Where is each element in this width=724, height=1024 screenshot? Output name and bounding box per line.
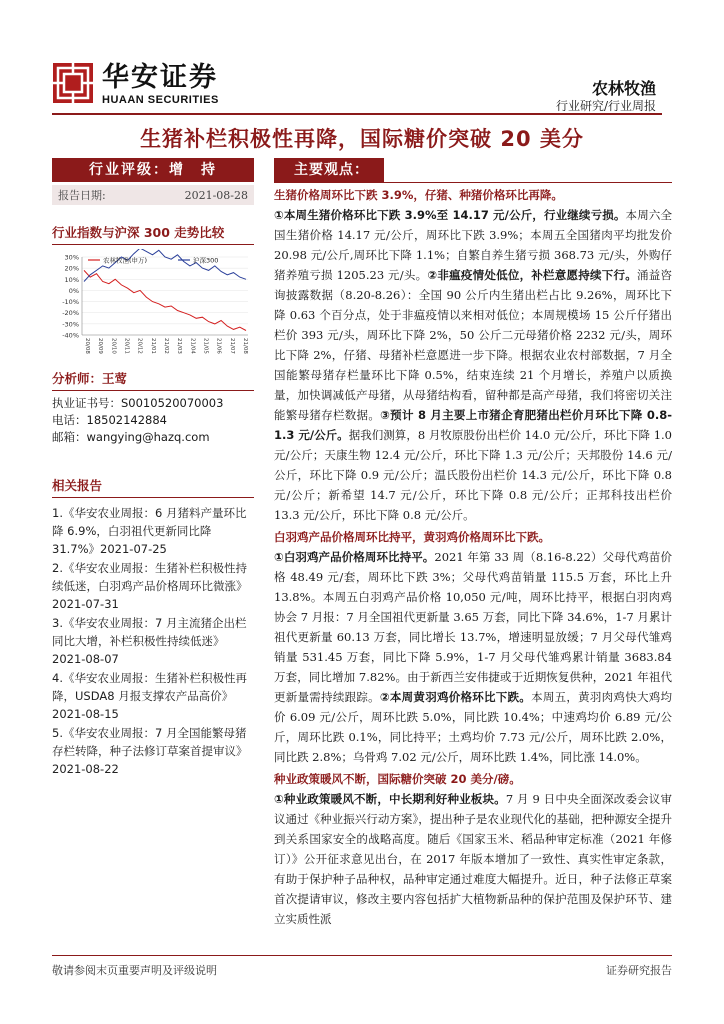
footer-divider [52,955,672,956]
chart-x-tick-label: 21/02 [163,338,169,354]
main-content [274,158,672,929]
report-date-value: 2021-08-28 [184,188,248,202]
email-row [52,429,254,446]
chart-x-tick-label: 21/04 [189,338,196,354]
license-label: 执业证书号： [52,396,121,410]
paragraph-text: 据我们测算，8 月牧原股份出栏价 14.0 元/公斤，环比下降 1.0 元/公斤；天康生物 12.4 元/公斤，环比下降 1.3 元/公斤；天邦股份 14.6 元/公斤，环比下降 0.9 元/公斤；温氏股份出栏价 14.3 元/公斤，环比下降 0.8 元/公斤；新希望 14.7 元/公斤，环比下降 0.8 元/公斤；正邦科技出栏价 13.3 元/公斤，环比下降 0.8 元/公斤。 [274,428,672,522]
chart-series-line [84,249,246,282]
analyst-heading: 分析师：王莺 [52,369,254,391]
chart-heading: 行业指数与沪深 300 走势比较 [52,223,254,245]
paragraph-text: 本周六全国生猪价格 14.17 元/公斤，周环比下跌 3.9%；本周五全国猪肉平均批发价 20.98 元/公斤,周环比下降 1.1%；自繁自养生猪亏损 368.73 元/头，外购仔猪养殖亏损 1205.23 元/头。 [274,208,673,282]
industry-rating: 行业评级：增 持 [52,158,254,182]
report-title: 生猪补栏积极性再降，国际糖价突破 20 美分 [140,127,584,151]
chart-x-tick-label: 20/09 [97,338,104,354]
chart-x-tick-label: 21/07 [228,338,235,354]
chart-y-tick-label: 10% [64,275,79,284]
related-report-item[interactable]: 1.《华安农业周报：6 月猪料产量环比降 6.9%，白羽祖代更新同比降 31.7%》2021-07-25 [52,506,247,556]
chart-x-tick-label: 21/08 [242,338,248,354]
paragraph-text: 2021 年第 33 周（8.16-8.22）父母代鸡苗价格 48.49 元/套，周环比下跌 3%；父母代鸡苗销量 115.5 万套，环比上升 13.8%。本周五白羽鸡产品价格 10,050 元/吨，周环比持平，根据白羽肉鸡协会 7 月报：7 月全国祖代更新量 3.65 万套，同比下降 34.6%，1-7 月累计祖代更新量 60.13 万套，同比增长 13.7%，增速明显放缓；7 月父母代雏鸡销量 531.45 万套，同比下降 5.9%，1-7 月父母代雏鸡累计销量 3683.84 万套，同比增加 7.82%。由于新西兰安伟捷或于近期恢复供种，2021 年祖代更新量需持续跟踪。 [274,550,672,704]
chart-x-tick-label: 20/10 [110,338,117,354]
logo-english-name: HUAAN SECURITIES [102,94,219,106]
chart-x-tick-label: 20/12 [136,338,143,354]
paragraph-text: 7 月 9 日中央全面深改委会议审议通过《种业振兴行动方案》，提出种子是农业现代化的基础，把种源安全提升到关系国家安全的战略高度。随后《国家玉米、稻品种审定标准（2021 年修订）》公开征求意见出台，在 2017 年版本增加了一致性、真实性审定条款，有助于保护种子品种权，品种审定通过难度大幅提升。近日，种子法修正草案首次提请审议，修改主要内容包括扩大植物新品种的保护范围及保护环节、建立实质性派 [274,792,672,926]
paragraph-key-point: ①本周生猪价格环比下跌 3.9%至 14.17 元/公斤，行业继续亏损。 [274,208,626,222]
report-date-row [52,185,254,205]
footer-report-type: 证券研究报告 [606,964,672,977]
section-subheading: 生猪价格周环比下跌 3.9%，仔猪、种猪价格环比再降。 [274,188,563,202]
header-divider [52,113,662,115]
phone-value: 18502142884 [86,413,167,427]
chart-y-tick-label: -30% [62,320,79,329]
related-report-item[interactable]: 5.《华安农业周报：7 月全国能繁母猪存栏转降，种子法修订草案首提审议》2021-08-22 [52,726,248,776]
related-report-item[interactable]: 3.《华安农业周报：7 月主流猪企出栏同比大增，补栏积极性持续低迷》2021-08-07 [52,616,247,666]
section-subheading: 种业政策暖风不断，国际糖价突破 20 美分/磅。 [274,772,521,786]
chart-y-tick-label: 20% [64,264,79,273]
main-sections [274,187,672,929]
related-report-item[interactable]: 4.《华安农业周报：生猪补栏积极性再降，USDA8 月报支撑农产品高价》2021-08-15 [52,671,247,721]
chart-x-tick-label: 21/03 [176,338,183,354]
report-type: 行业研究/行业周报 [555,99,656,113]
chart-legend-label: 沪深300 [193,256,219,265]
paragraph-key-point: ②本周黄羽鸡价格环比下跌。 [379,690,532,704]
left-sidebar [52,158,254,779]
related-report-item[interactable]: 2.《华安农业周报：生猪补栏积极性持续低迷，白羽鸡产品价格周环比微涨》2021-07-31 [52,561,248,611]
section-paragraph [274,547,672,767]
main-points-heading: 主要观点： [274,158,384,182]
section-paragraph [274,789,672,929]
paragraph-key-point: ③预计 8 月主要上市猪企育肥猪出栏价月环比下降 0.8-1.3 元/公斤。 [274,408,672,442]
email-label: 邮箱： [52,430,87,444]
phone-label: 电话： [52,413,87,427]
chart-y-tick-label: 0% [68,286,79,295]
sector-name: 农林牧渔 [591,79,656,98]
section-paragraph [274,205,672,525]
index-comparison-chart [52,249,254,359]
report-date-label: 报告日期: [58,189,106,202]
related-reports-list [52,504,254,778]
chart-x-tick-label: 21/01 [149,338,156,354]
chart-y-tick-label: -40% [62,331,79,340]
paragraph-key-point: ①种业政策暖风不断，中长期利好种业板块。 [274,792,506,806]
paragraph-key-point: ①白羽鸡产品价格周环比持平。 [274,550,435,564]
chart-svg [52,249,254,359]
chart-x-tick-label: 20/08 [84,338,90,354]
logo-chinese-name: 华安证券 [102,62,218,93]
chart-y-tick-label: -10% [62,298,79,307]
company-logo [52,62,242,110]
email-value[interactable]: wangying@hazq.com [86,430,210,444]
paragraph-text: 本周五，黄羽肉鸡快大鸡均价 6.09 元/公斤，周环比跌 5.0%，同比跌 10.4%；中速鸡均价 6.89 元/公斤，周环比跌 0.1%，同比持平；土鸡均价 7.73 元/公斤，周环比跌 2.0%，同比跌 2.8%；乌骨鸡 7.02 元/公斤，周环比跌 1.4%，同比涨 14.0%。 [274,690,672,764]
paragraph-key-point: ②非瘟疫情处低位，补栏意愿持续下行。 [427,268,637,282]
chart-x-tick-label: 20/11 [123,338,130,354]
section-subheading: 白羽鸡产品价格周环比持平，黄羽鸡价格周环比下跌。 [274,530,550,544]
analyst-contact [52,395,254,446]
logo-seal-icon [52,62,94,104]
footer-disclaimer: 敬请参阅末页重要声明及评级说明 [52,964,217,977]
related-reports-heading: 相关报告 [52,476,254,498]
chart-legend-label: 农林牧渔(申万) [103,256,148,265]
license-value: S0010520070003 [121,396,224,410]
license-row [52,395,254,412]
paragraph-text: 涌益咨询披露数据（8.20-8.26）：全国 90 公斤内生猪出栏占比 9.26%，周环比下降 0.63 个百分点，处于非瘟疫情以来相对低位；本周规模场 15 公斤仔猪出栏价 393 元/头，周环比下降 2%，50 公斤二元母猪价格 2232 元/头，周环比下降 2%，仔猪、母猪补栏意愿进一步下降。根据农业农村部数据，7 月全国能繁母猪存栏量环比下降 0.5%，结束连续 21 个月增长，养殖户以质换量，加快调减低产母猪，从母猪结构看，留种都是高产母猪，我们将密切关注能繁母猪存栏数据。 [274,268,672,422]
chart-x-tick-label: 21/05 [202,338,209,354]
phone-row [52,412,254,429]
chart-x-tick-label: 21/06 [215,338,222,354]
main-heading-bar [274,158,672,183]
chart-y-tick-label: 30% [64,253,79,262]
chart-y-tick-label: -20% [62,309,79,318]
